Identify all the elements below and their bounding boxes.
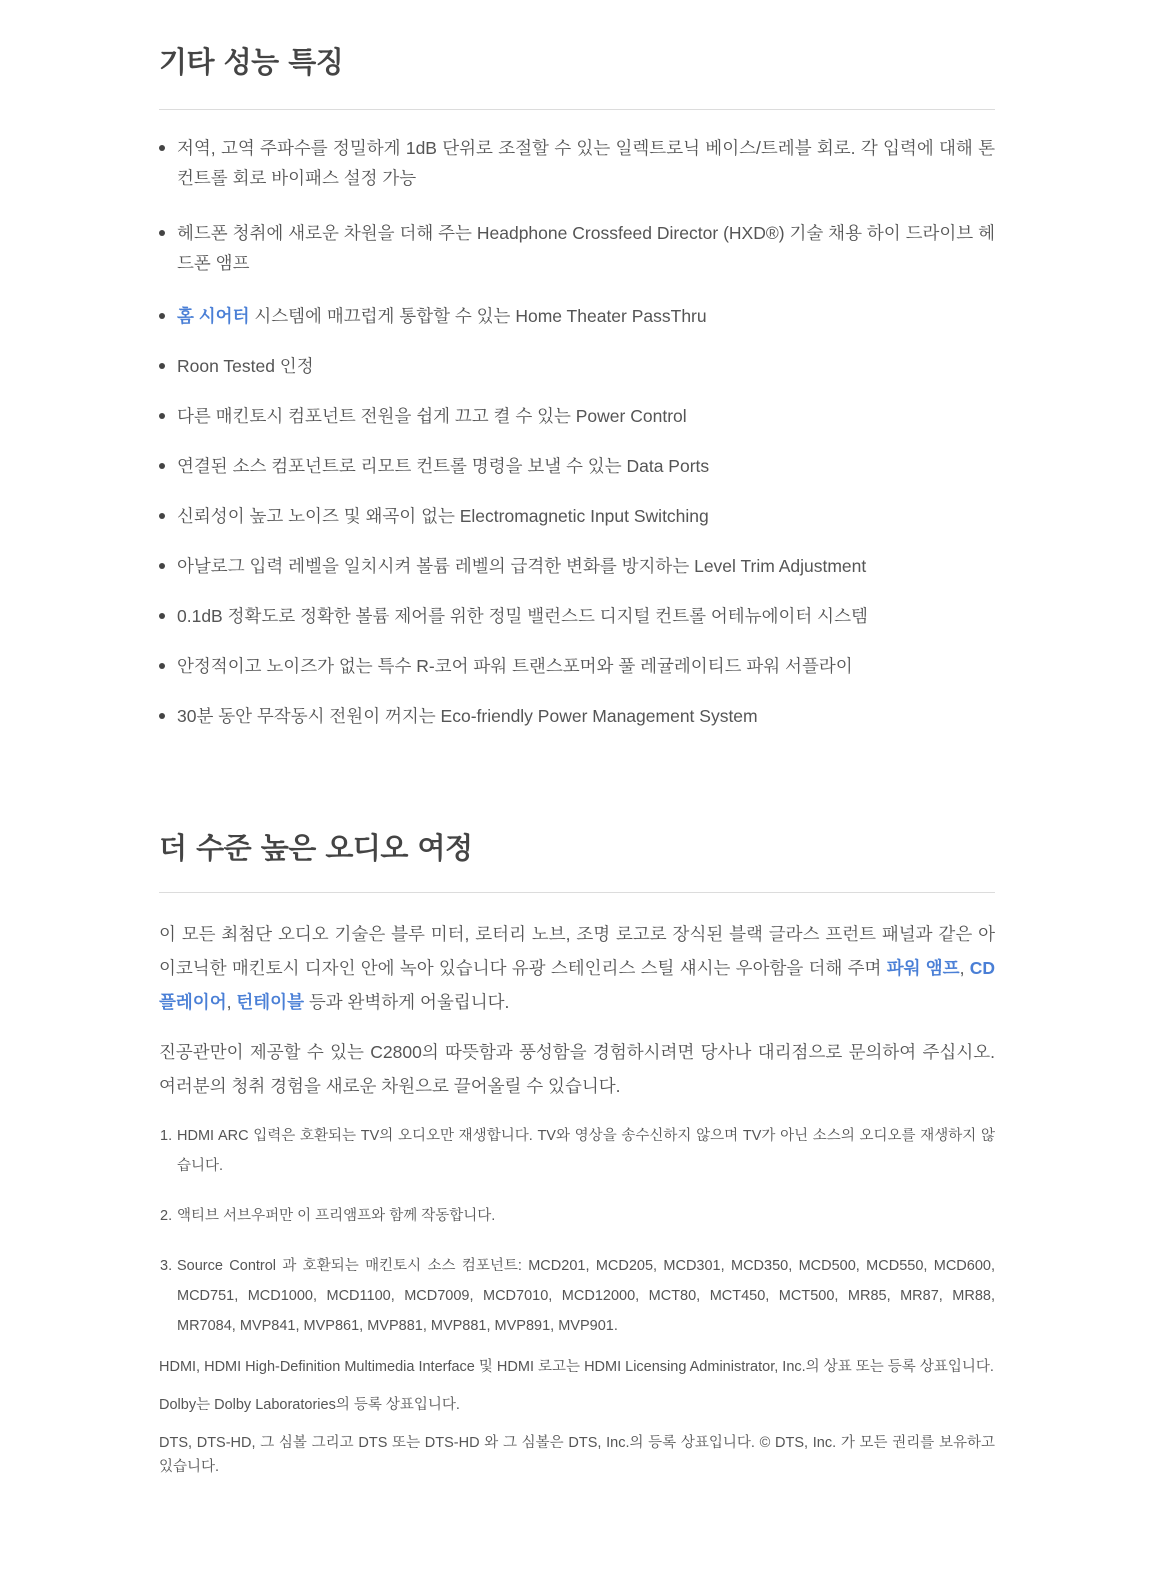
footnote-text: Source Control 과 호환되는 매킨토시 소스 컴포넌트: MCD201, MCD205, MCD301, MCD350, MCD500, MCD550, MCD600, MCD751, MCD1000, MCD1100, MCD7009, MCD7010, MCD12000, MCT80, MCT450, MCT500, MR85, MR87, MR88, MR7084, MVP841, MVP861, MVP881, MVP881, MVP891, MVP901. <box>177 1258 995 1334</box>
footnote-item <box>159 1121 995 1181</box>
list-item <box>159 451 995 481</box>
section-title-audio-journey: 더 수준 높은 오디오 여정 <box>159 831 473 865</box>
feature-text: 안정적이고 노이즈가 없는 특수 R-코어 파워 트랜스포머와 풀 레귤레이티드 파워 서플라이 <box>177 656 853 676</box>
list-item <box>159 301 995 331</box>
dolby-trademark-notice: Dolby는 Dolby Laboratories의 등록 상표입니다. <box>159 1397 460 1413</box>
feature-text: 0.1dB 정확도로 정확한 볼륨 제어를 위한 정밀 밸런스드 디지털 컨트롤 어테뉴에이터 시스템 <box>177 606 868 626</box>
list-item <box>159 133 995 193</box>
bullet-icon <box>159 413 165 419</box>
bullet-icon <box>159 563 165 569</box>
paragraph-text: 등과 완벽하게 어울립니다. <box>303 992 510 1012</box>
separator: , <box>226 992 237 1012</box>
dts-trademark-notice: DTS, DTS-HD, 그 심볼 그리고 DTS 또는 DTS-HD 와 그 심볼은 DTS, Inc.의 등록 상표입니다. © DTS, Inc. 가 모든 권리를 보유하고 있습니다. <box>159 1435 995 1475</box>
list-item <box>159 351 995 381</box>
footnote-text: 액티브 서브우퍼만 이 프리앰프와 함께 작동합니다. <box>177 1208 496 1224</box>
home-theater-link[interactable]: 홈 시어터 <box>177 306 250 326</box>
feature-text: 신뢰성이 높고 노이즈 및 왜곡이 없는 Electromagnetic Input Switching <box>177 506 709 526</box>
feature-text: 시스템에 매끄럽게 통합할 수 있는 Home Theater PassThru <box>249 306 707 326</box>
list-item <box>159 218 995 278</box>
hdmi-trademark-notice: HDMI, HDMI High-Definition Multimedia Interface 및 HDMI 로고는 HDMI Licensing Administrator, Inc.의 상표 또는 등록 상표입니다. <box>159 1359 994 1375</box>
list-item <box>159 601 995 631</box>
feature-text: 헤드폰 청취에 새로운 차원을 더해 주는 Headphone Crossfeed Director (HXD®) 기술 채용 하이 드라이브 헤드폰 앰프 <box>177 223 996 273</box>
section-divider <box>159 892 995 893</box>
separator: , <box>959 958 970 978</box>
feature-text: Roon Tested 인정 <box>177 356 314 376</box>
bullet-icon <box>159 145 165 151</box>
contact-paragraph: 진공관만이 제공할 수 있는 C2800의 따뜻함과 풍성함을 경험하시려면 당사나 대리점으로 문의하여 주십시오. 여러분의 청취 경험을 새로운 차원으로 끌어올릴 수 있습니다. <box>159 1042 995 1096</box>
list-item <box>159 701 995 731</box>
intro-paragraph <box>159 917 995 1019</box>
list-item <box>159 551 995 581</box>
paragraph-text: 이 모든 최첨단 오디오 기술은 블루 미터, 로터리 노브, 조명 로고로 장식된 블랙 글라스 프런트 패널과 같은 아이코닉한 매킨토시 디자인 안에 녹아 있습니다 유광 스테인리스 스틸 섀시는 우아함을 더해 주며 <box>159 924 995 978</box>
bullet-icon <box>159 513 165 519</box>
section-title-performance: 기타 성능 특징 <box>159 45 344 79</box>
footnote-number: 2. <box>160 1208 173 1224</box>
footnote-item <box>159 1201 995 1231</box>
power-amp-link[interactable]: 파워 앰프 <box>886 958 960 978</box>
list-item <box>159 501 995 531</box>
content-column <box>159 0 995 1479</box>
footnote-item <box>159 1251 995 1341</box>
turntable-link[interactable]: 턴테이블 <box>236 992 304 1012</box>
bullet-icon <box>159 363 165 369</box>
feature-text: 연결된 소스 컴포넌트로 리모트 컨트롤 명령을 보낼 수 있는 Data Ports <box>177 456 710 476</box>
footnote-number: 3. <box>160 1258 173 1274</box>
footnote-text: HDMI ARC 입력은 호환되는 TV의 오디오만 재생합니다. TV와 영상을 송수신하지 않으며 TV가 아닌 소스의 오디오를 재생하지 않습니다. <box>177 1128 995 1174</box>
feature-text: 아날로그 입력 레벨을 일치시켜 볼륨 레벨의 급격한 변화를 방지하는 Level Trim Adjustment <box>177 556 867 576</box>
footnote-list <box>159 1121 995 1341</box>
list-item <box>159 401 995 431</box>
footnote-number: 1. <box>160 1128 173 1144</box>
bullet-icon <box>159 230 165 236</box>
feature-text: 다른 매킨토시 컴포넌트 전원을 쉽게 끄고 켤 수 있는 Power Control <box>177 406 687 426</box>
bullet-icon <box>159 313 165 319</box>
feature-text: 30분 동안 무작동시 전원이 꺼지는 Eco-friendly Power Management System <box>177 706 758 726</box>
bullet-icon <box>159 663 165 669</box>
bullet-icon <box>159 713 165 719</box>
feature-list <box>159 133 995 731</box>
cd-player-link[interactable]: CD 플레이어 <box>159 958 995 1012</box>
list-item <box>159 651 995 681</box>
bullet-icon <box>159 463 165 469</box>
feature-text: 저역, 고역 주파수를 정밀하게 1dB 단위로 조절할 수 있는 일렉트로닉 베이스/트레블 회로. 각 입력에 대해 톤 컨트롤 회로 바이패스 설정 가능 <box>177 138 995 188</box>
bullet-icon <box>159 613 165 619</box>
section-divider <box>159 109 995 110</box>
